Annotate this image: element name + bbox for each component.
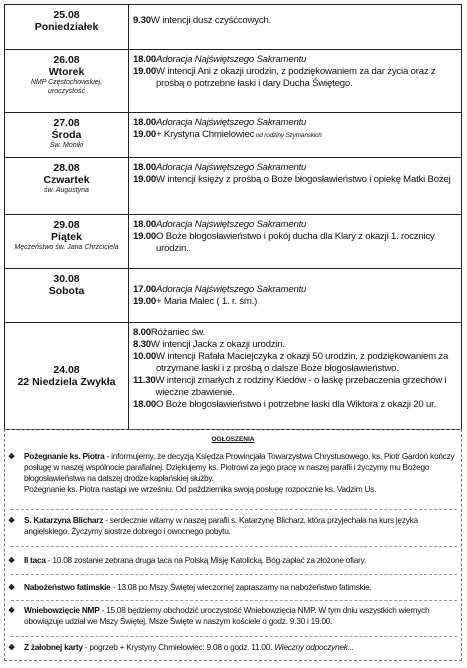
date-cell [5, 215, 129, 269]
date-cell [5, 269, 129, 323]
event-text: W intencji Jacka z okazji urodzin. [150, 339, 285, 350]
announcement-title: II taca [24, 555, 46, 565]
day-name: Piątek [51, 231, 82, 243]
diamond-bullet-icon: ❖ [8, 516, 15, 525]
date: 28.08 [53, 162, 80, 174]
events-cell [129, 5, 462, 50]
announcement-item [5, 451, 463, 495]
event-line [133, 162, 461, 174]
event-line [133, 174, 461, 186]
event-time: 18.00 [133, 54, 157, 65]
diamond-bullet-icon: ❖ [8, 583, 15, 592]
announcement-title: Wniebowzięcie NMP [24, 605, 100, 615]
day-name: Środa [51, 129, 82, 141]
event-line [133, 399, 461, 411]
date: 26.08 [53, 54, 80, 66]
events-cell [129, 50, 462, 113]
diamond-bullet-icon: ❖ [8, 556, 15, 565]
schedule-row-tuesday [5, 50, 462, 113]
announcement-item [5, 582, 463, 593]
announcements-box [4, 429, 462, 661]
event-donor: od rodziny Szymańskich [254, 132, 322, 139]
day-name: Czwartek [43, 174, 90, 186]
event-line [133, 54, 461, 66]
announcement-text: - informujemy, że decyzją Księdza Prowincjała Towarzystwa Chrystusowego, ks. Piotr Gardoń kończy posługę w naszej wspólnocie parafialnej. Dziękujemy ks. Piotrowi za jego pracę w naszej parafii i życzymy mu Bożego błogosławieństwa na dalszej drodze kapłańskiej służby. [24, 451, 455, 483]
date-cell [5, 5, 129, 50]
event-line [133, 339, 461, 351]
announcement-title: Pożegnanie ks. Piotra [24, 451, 105, 461]
diamond-bullet-icon: ❖ [8, 452, 15, 461]
day-name: Wtorek [48, 66, 85, 78]
announcements-header: OGŁOSZENIA [211, 436, 255, 443]
event-line [133, 351, 461, 375]
event-text: W intencji księży z prośbą o Boże błogosławieństwo i opiekę Matki Bożej [156, 174, 451, 185]
event-line [133, 15, 461, 27]
date-cell [5, 158, 129, 215]
event-line [133, 284, 461, 296]
event-text: O Boże błogosławieństwo i potrzebne łaski dla Wiktora z okazji 20 ur. [156, 399, 437, 410]
announcement-item [5, 642, 463, 653]
schedule-row-thursday [5, 158, 462, 215]
diamond-bullet-icon: ❖ [8, 643, 15, 652]
event-line [133, 296, 461, 308]
announcement-italic: Wieczny odpoczynek... [274, 642, 354, 652]
announcement-extra: Pożegnanie ks. Piotra nastąpi we wrześniu. Od października swoją posługę rozpocznie ks. Vadzim Us. [24, 484, 377, 494]
events-cell [129, 215, 462, 269]
event-time: 18.00 [133, 117, 157, 128]
announcement-text: - 15.08 będziemy obchodzić uroczystość Wniebowzięcia NMP. W tym dniu wszystkich wiernych obowiązuje udział we Mszy Świętej. Msze Święte w naszym kościele o godz. 9.30 i 19.00. [24, 605, 430, 626]
event-time: 8.30 [133, 339, 151, 350]
event-time: 19.00 [133, 66, 157, 77]
event-time: 19.00 [133, 174, 157, 185]
announcement-title: S. Katarzyna Blicharz [24, 515, 104, 525]
events-cell [129, 323, 462, 430]
announcement-text: - serdecznie witamy w naszej parafii s. Katarzynę Blicharz, która przyjechała na kurs języka angielskiego. Życzymy siostrze dobrego i owocnego pobytu. [24, 515, 418, 536]
announcement-text: - 13.08 po Mszy Świętej wieczornej zapraszamy na nabożeństwo fatimskie. [110, 582, 372, 592]
events-cell [129, 269, 462, 323]
separator [11, 636, 457, 637]
event-text: Adoracja Najświętszego Sakramentu [156, 219, 307, 230]
schedule-row-saturday [5, 269, 462, 323]
announcement-text: - pogrzeb + Krystyny Chmielowiec: 9.08 o godz. 11.00. [82, 642, 275, 652]
event-text: Adoracja Najświętszego Sakramentu [156, 162, 307, 173]
date: 24.08 [53, 364, 80, 376]
event-text: O Boże błogosławieństwo i pokój ducha dla Klary z okazji 1. rocznicy urodzin. [156, 231, 435, 254]
announcement-title: Nabożeństwo fatimskie [24, 582, 111, 592]
feast-note: Męczeństwo św. Jana Chrzciciela [14, 244, 119, 251]
event-time: 17.00 [133, 284, 157, 295]
schedule-row-sunday [5, 323, 462, 430]
event-text: Adoracja Najświętszego Sakramentu [156, 117, 307, 128]
feast-note: św. Augustyna [44, 187, 89, 194]
event-time: 11.30 [133, 375, 156, 386]
day-name: Poniedziałek [34, 21, 99, 33]
date: 27.08 [53, 117, 80, 129]
date: 29.08 [53, 219, 80, 231]
announcement-item [5, 515, 463, 537]
event-time: 18.00 [133, 162, 157, 173]
announcement-item [5, 555, 463, 566]
event-text: Adoracja Najświętszego Sakramentu [156, 54, 307, 65]
date: 25.08 [53, 9, 80, 21]
event-time: 9.30 [133, 15, 151, 26]
announcement-title: Z żałobnej karty [24, 642, 83, 652]
announcement-text: - 10.08 zostanie zebrana druga taca na Polską Misję Katolicką. Bóg zapłać za złożone ofiary. [45, 555, 366, 565]
event-text: Adoracja Najświętszego Sakramentu [156, 284, 307, 295]
events-cell [129, 113, 462, 158]
schedule-row-friday [5, 215, 462, 269]
event-line [133, 129, 461, 142]
events-cell [129, 158, 462, 215]
event-line [133, 375, 461, 399]
mass-schedule-table [4, 4, 462, 430]
event-line [133, 327, 461, 339]
schedule-row-wednesday [5, 113, 462, 158]
event-line [133, 231, 461, 255]
event-line [133, 219, 461, 231]
event-text: W intencji dusz czyśćcowych. [150, 15, 272, 26]
event-text: + Krystyna Chmielowiec [156, 129, 255, 140]
date-cell [5, 323, 129, 430]
date-cell [5, 50, 129, 113]
event-line [133, 117, 461, 129]
date: 30.08 [53, 273, 80, 285]
date-cell [5, 113, 129, 158]
separator [11, 509, 457, 510]
day-name: 22 Niedziela Zwykła [17, 376, 116, 388]
event-text: W intencji Rafała Maciejczyka z okazji 50 urodzin, z podziękowaniem za otrzymane łaski i z prośbą o dalsze Boże błogosławieństwo. [156, 351, 449, 374]
event-text: W intencji Ani z okazji urodzin, z podziękowaniem za dar życia oraz z prośbą o potrzebne łaski i dary Ducha Świętego. [156, 66, 436, 89]
separator [11, 600, 457, 601]
announcement-item [5, 605, 463, 627]
event-text: Różaniec św. [150, 327, 205, 338]
event-text: + Maria Malec ( 1. r. śm.) [156, 296, 258, 307]
diamond-bullet-icon: ❖ [8, 606, 15, 615]
event-time: 8.00 [133, 327, 151, 338]
event-line [133, 66, 461, 90]
separator [11, 546, 457, 547]
feast-note: NMP Częstochowskiej, uroczystość [30, 79, 103, 95]
event-time: 18.00 [133, 399, 157, 410]
feast-note: Św. Moniki [49, 142, 84, 149]
event-time: 19.00 [133, 231, 157, 242]
event-time: 19.00 [133, 296, 157, 307]
day-name: Sobota [48, 285, 85, 297]
event-time: 19.00 [133, 129, 157, 140]
schedule-row-monday [5, 5, 462, 50]
separator [11, 574, 457, 575]
event-time: 10.00 [133, 351, 157, 362]
event-text: W intencji zmarłych z rodziny Kiedów - o łaskę przebaczenia grzechów i wieczne zbawienie. [155, 375, 447, 398]
event-time: 18.00 [133, 219, 157, 230]
